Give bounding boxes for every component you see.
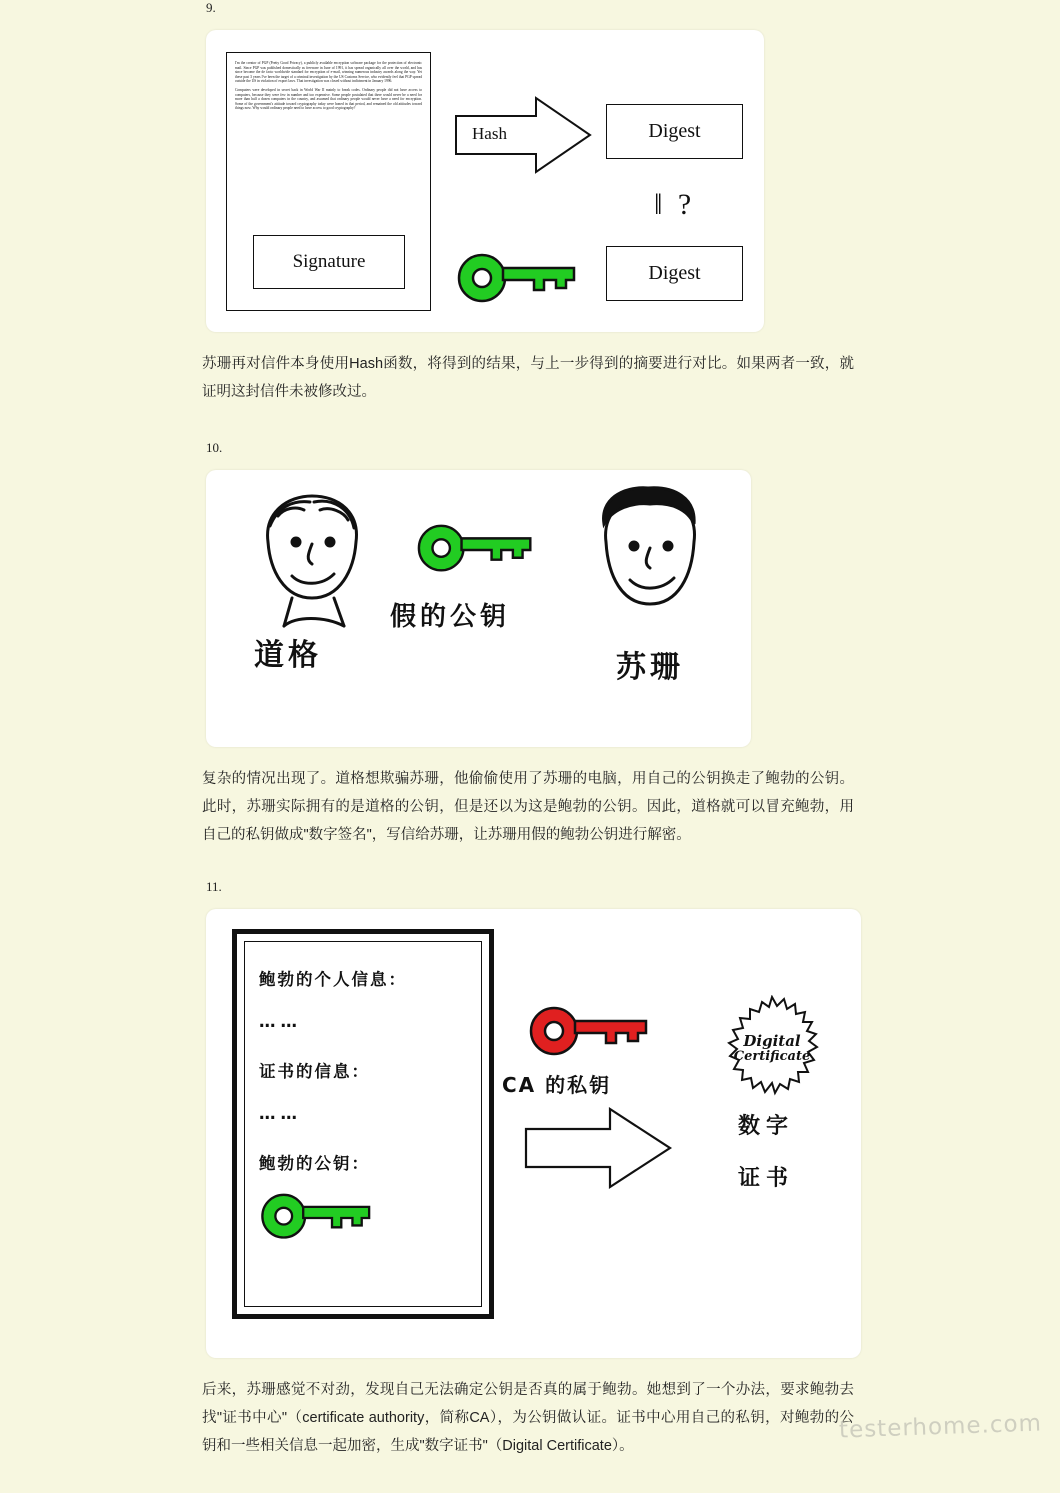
public-key-icon xyxy=(456,252,584,308)
cert-line-dots-1: …… xyxy=(259,1012,302,1031)
site-watermark: testerhome.com xyxy=(838,1410,1043,1444)
fake-public-key-label: 假的公钥 xyxy=(390,602,511,632)
caption-step-11: 后来，苏珊感觉不对劲，发现自己无法确定公钥是否真的属于鲍勃。她想到了一个办法，要求鲍勃去找"证书中心"（certificate authority，简称CA），为公钥做认证。证书中心用自己的私钥，对鲍勃的公钥和一些相关信息一起加密，生成"数字证书"（Digital Certificate）。 xyxy=(202,1382,854,1454)
doug-label: 道格 xyxy=(254,638,322,673)
fake-public-key-icon xyxy=(416,522,540,578)
cert-line-cert-info: 证书的信息： xyxy=(259,1062,370,1081)
digest-box-top: Digest xyxy=(606,104,743,159)
cert-line-public-key: 鲍勃的公钥： xyxy=(259,1154,370,1173)
signature-box: Signature xyxy=(253,235,405,289)
letter-paragraph-2: Computers were developed in secret back in World War II mainly to break codes. Ordinary people did not have access to computers, because they were few in number and too expensive. Some people postulated that there would never be a need for more than half a dozen computers in the country, and assumed that ordinary people would never have a need for encryption. Some of the government's attitude toward cryptography today were honed in that period, and remained the old attitudes toward things now. Why would ordinary people need to have access to good cryptography? xyxy=(235,87,422,111)
seal-line-2: Certificate xyxy=(733,1049,811,1065)
letter-body-text xyxy=(235,61,422,211)
step-number-11: 11. xyxy=(206,879,222,894)
susan-face-illustration xyxy=(588,480,712,630)
cert-line-owner-info: 鲍勃的个人信息： xyxy=(259,970,407,989)
hash-label: Hash xyxy=(472,124,507,143)
caption-step-10: 复杂的情况出现了。道格想欺骗苏珊，他偷偷使用了苏珊的电脑，用自己的公钥换走了鲍勃的公钥。此时，苏珊实际拥有的是道格的公钥，但是还以为这是鲍勃的公钥。因此，道格就可以冒充鲍勃，用自己的私钥做成"数字签名"，写信给苏珊，让苏珊用假的鲍勃公钥进行解密。 xyxy=(202,771,854,843)
ca-private-key-icon xyxy=(526,1005,658,1061)
ca-private-key-label: CA 的私钥 xyxy=(502,1073,612,1097)
figure-fake-public-key xyxy=(206,470,751,747)
digest-box-bottom: Digest xyxy=(606,246,743,301)
cert-line-dots-2: …… xyxy=(259,1104,302,1123)
bob-public-key-icon xyxy=(259,1192,379,1244)
encrypt-arrow-icon xyxy=(524,1105,674,1191)
figure-digital-certificate xyxy=(206,909,861,1358)
seal-line-1: Digital xyxy=(743,1031,801,1050)
step-number-10: 10. xyxy=(206,440,223,455)
figure-verify-signature xyxy=(206,30,764,332)
doug-face-illustration xyxy=(248,486,376,638)
letter-document xyxy=(226,52,431,311)
susan-label: 苏珊 xyxy=(616,650,684,685)
certificate-inner-border xyxy=(244,941,482,1307)
result-label-line-2: 证书 xyxy=(738,1166,795,1191)
step-number-9: 9. xyxy=(206,0,216,15)
letter-paragraph-1: I'm the creator of PGP (Pretty Good Privacy), a publicly available encryption software package for the protection of electronic mail. Since PGP was published domestically as freeware in June of 1991, it has spread organically all over the world, and has since become the de facto worldwide standard for encryption of e-mail, winning numerous industry awards along the way. Yet these past 3 years I've been the target of a criminal investigation by the US Customs Service, who evidently feel that PGP spread outside the US in violation of export laws. That investigation was closed without indictment in January 1996. xyxy=(235,61,422,84)
seal-text xyxy=(718,995,826,1103)
result-label-line-1: 数字 xyxy=(738,1114,795,1139)
caption-step-9: 苏珊再对信件本身使用Hash函数，将得到的结果，与上一步得到的摘要进行对比。如果两者一致，就证明这封信件未被修改过。 xyxy=(202,356,854,400)
certificate-info-box xyxy=(232,929,494,1319)
compare-symbol: ‖ ? xyxy=(654,188,696,221)
